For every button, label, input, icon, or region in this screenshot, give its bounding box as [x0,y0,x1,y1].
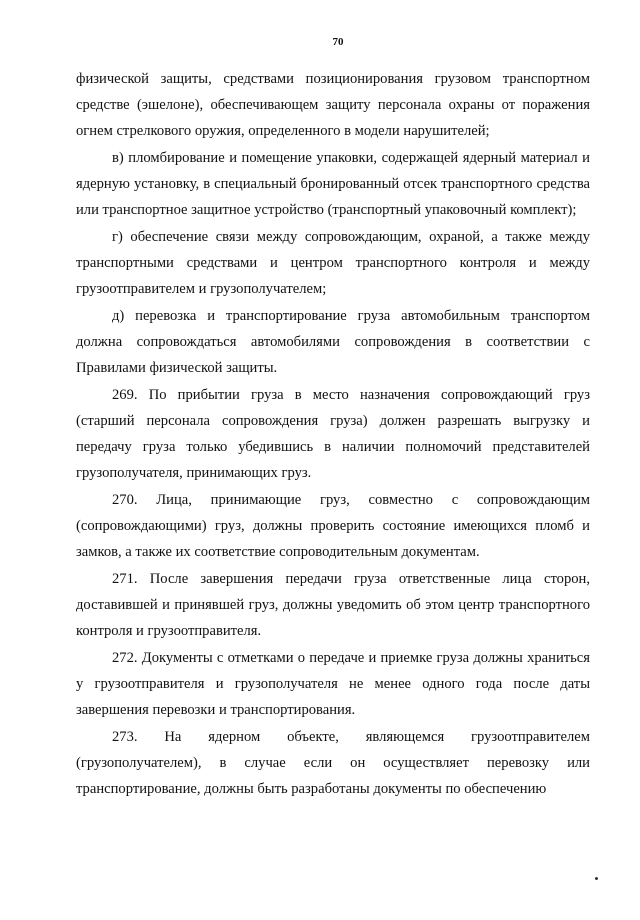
paragraph-273: 273. На ядерном объекте, являющемся грузоотправителем (грузополучателем), в случае если он осуществляет перевозку или транспортирование, должны быть разработаны документы по обеспечению [76,729,590,797]
scan-speck [595,877,599,881]
document-body [76,66,590,802]
paragraph-270: 270. Лица, принимающие груз, совместно с сопровождающим (сопровождающими) груз, должны проверить состояние имеющихся пломб и замков, а также их соответствие сопроводительным документам. [76,492,590,560]
paragraph-272: 272. Документы с отметками о передаче и приемке груза должны храниться у грузоотправителя и грузополучателя не менее одного года после даты завершения перевозки и транспортирования. [76,650,590,718]
page-number: 70 [332,36,344,48]
paragraph-continuation: физической защиты, средствами позиционирования грузовом транспортном средстве (эшелоне), обеспечивающем защиту персонала охраны от поражения огнем стрелкового оружия, определенного в модели нарушителей; [76,71,590,139]
paragraph-item-d: д) перевозка и транспортирование груза автомобильным транспортом должна сопровождаться автомобилями сопровождения в соответствии с Правилами физической защиты. [76,308,590,376]
paragraph-item-v: в) пломбирование и помещение упаковки, содержащей ядерный материал и ядерную установку, в специальный бронированный отсек транспортного средства или транспортное защитное устройство (транспортный упаковочный комплект); [76,150,590,218]
paragraph-271: 271. После завершения передачи груза ответственные лица сторон, доставившей и принявшей груз, должны уведомить об этом центр транспортного контроля и грузоотправителя. [76,571,590,639]
paragraph-269: 269. По прибытии груза в место назначения сопровождающий груз (старший персонала сопровождения груза) должен разрешать выгрузку и передачу груза только убедившись в наличии полномочий представителей грузополучателя, принимающих груз. [76,387,590,481]
paragraph-item-g: г) обеспечение связи между сопровождающим, охраной, а также между транспортными средствами и центром транспортного контроля и между грузоотправителем и грузополучателем; [76,229,590,297]
